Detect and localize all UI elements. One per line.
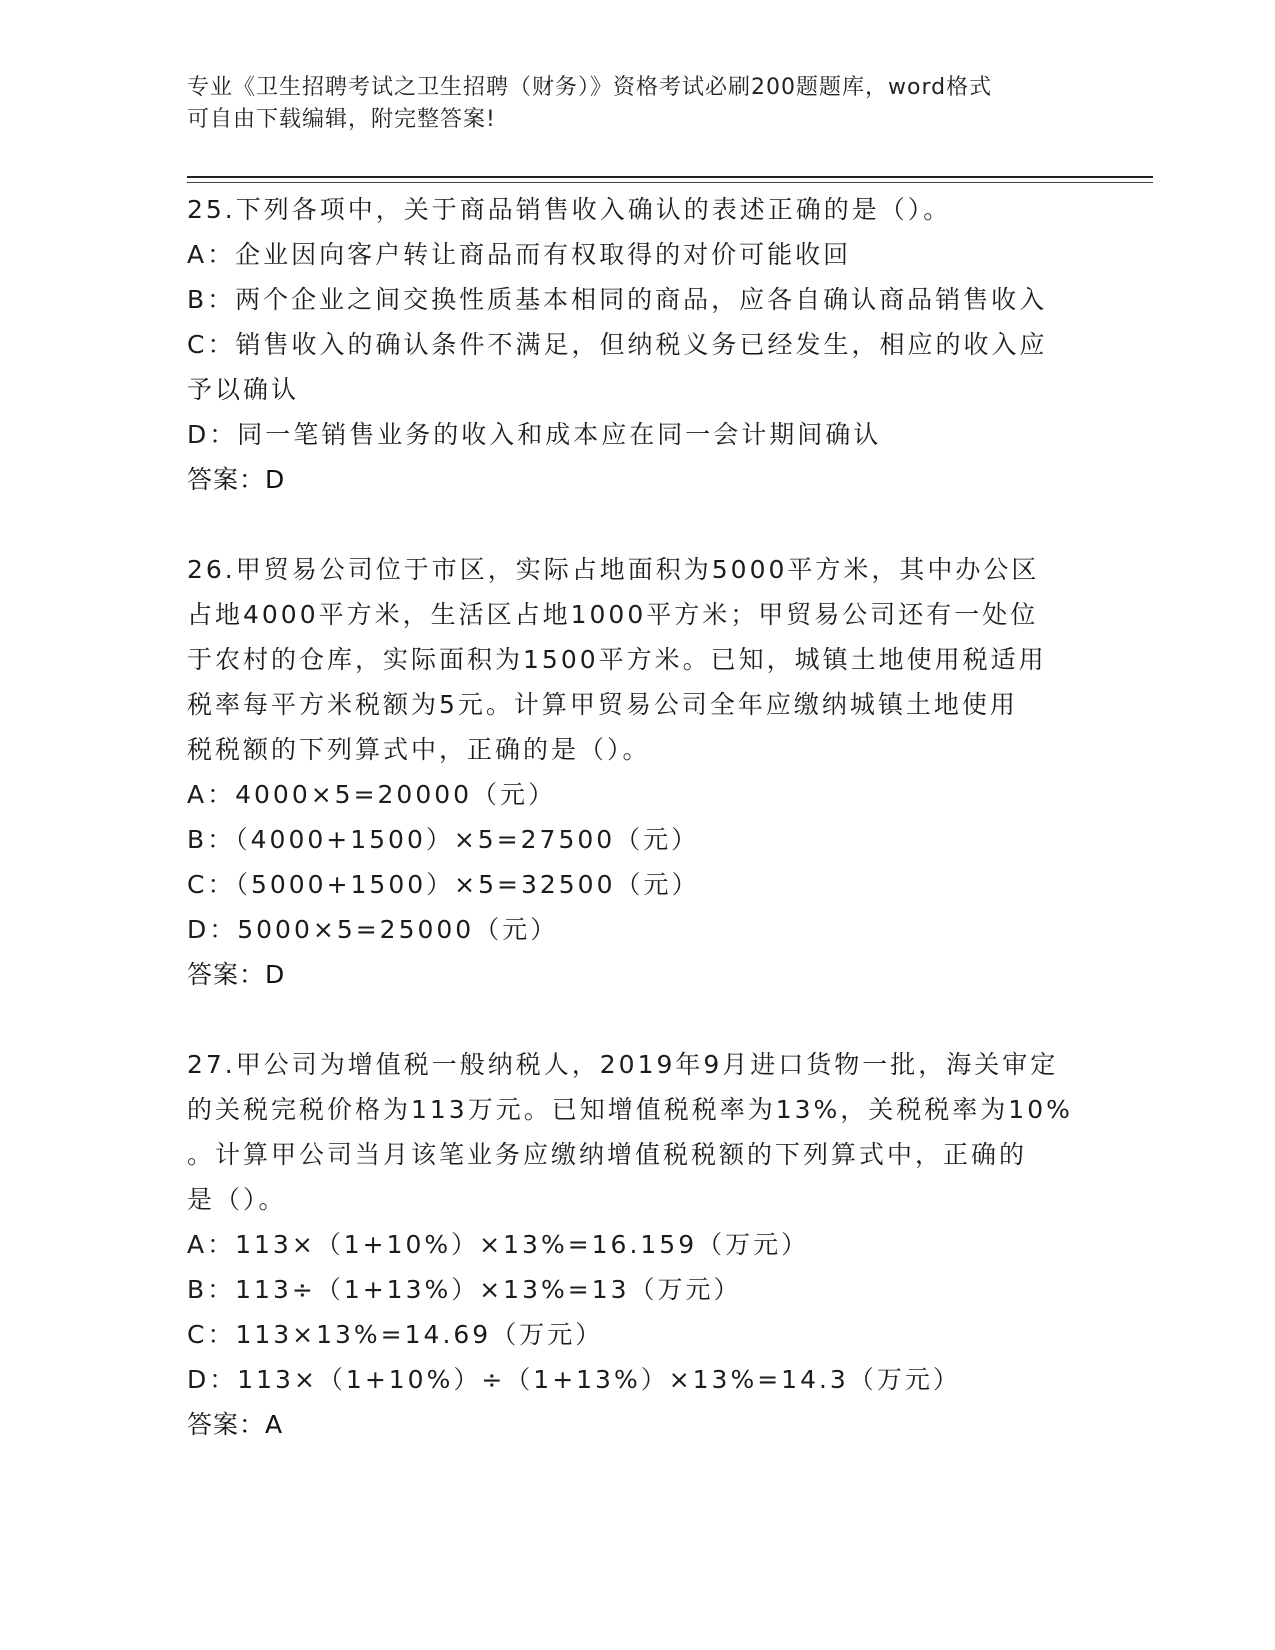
question-25	[187, 187, 1077, 502]
header-line-1: 专业《卫生招聘考试之卫生招聘（财务）》资格考试必刷200题题库，word格式	[187, 75, 993, 100]
option-c-continued: 予以确认	[187, 375, 300, 404]
option-d: D：113×（1+10%）÷（1+13%）×13%=14.3（万元）	[187, 1365, 961, 1394]
question-stem-line: 。计算甲公司当月该笔业务应缴纳增值税税额的下列算式中，正确的	[187, 1140, 1028, 1169]
question-stem-line: 27.甲公司为增值税一般纳税人，2019年9月进口货物一批，海关审定	[187, 1050, 1059, 1079]
question-26	[187, 547, 1077, 997]
option-a: A：企业因向客户转让商品而有权取得的对价可能收回	[187, 240, 852, 269]
option-b: B：113÷（1+13%）×13%=13（万元）	[187, 1275, 742, 1304]
option-b: B：（4000+1500）×5=27500（元）	[187, 825, 700, 854]
question-spacer	[187, 502, 1077, 547]
question-27	[187, 1042, 1077, 1447]
answer-line: 答案：D	[187, 465, 286, 494]
option-d: D：同一笔销售业务的收入和成本应在同一会计期间确认	[187, 420, 882, 449]
option-c: C：（5000+1500）×5=32500（元）	[187, 870, 700, 899]
question-stem-line: 25.下列各项中，关于商品销售收入确认的表述正确的是（）。	[187, 195, 952, 224]
option-a: A：113×（1+10%）×13%=16.159（万元）	[187, 1230, 810, 1259]
option-c: C：113×13%=14.69（万元）	[187, 1320, 604, 1349]
question-stem-line: 是（）。	[187, 1185, 287, 1214]
header-divider-thin	[187, 182, 1153, 183]
answer-line: 答案：A	[187, 1410, 284, 1439]
question-stem-line: 于农村的仓库，实际面积为1500平方米。已知，城镇土地使用税适用	[187, 645, 1047, 674]
answer-line: 答案：D	[187, 960, 286, 989]
question-stem-line: 的关税完税价格为113万元。已知增值税税率为13%，关税税率为10%	[187, 1095, 1073, 1124]
option-b: B：两个企业之间交换性质基本相同的商品，应各自确认商品销售收入	[187, 285, 1048, 314]
question-stem-line: 占地4000平方米，生活区占地1000平方米；甲贸易公司还有一处位	[187, 600, 1039, 629]
option-d: D：5000×5=25000（元）	[187, 915, 559, 944]
option-c: C：销售收入的确认条件不满足，但纳税义务已经发生，相应的收入应	[187, 330, 1048, 359]
header-divider-thick	[187, 176, 1153, 178]
header-line-2: 可自由下载编辑，附完整答案!	[187, 107, 496, 132]
question-stem-line: 税税额的下列算式中，正确的是（）。	[187, 735, 651, 764]
question-stem-line: 26.甲贸易公司位于市区，实际占地面积为5000平方米，其中办公区	[187, 555, 1040, 584]
question-spacer	[187, 997, 1077, 1042]
question-stem-line: 税率每平方米税额为5元。计算甲贸易公司全年应缴纳城镇土地使用	[187, 690, 1018, 719]
option-a: A：4000×5=20000（元）	[187, 780, 557, 809]
question-list	[187, 187, 1077, 1447]
document-header	[187, 72, 1067, 136]
